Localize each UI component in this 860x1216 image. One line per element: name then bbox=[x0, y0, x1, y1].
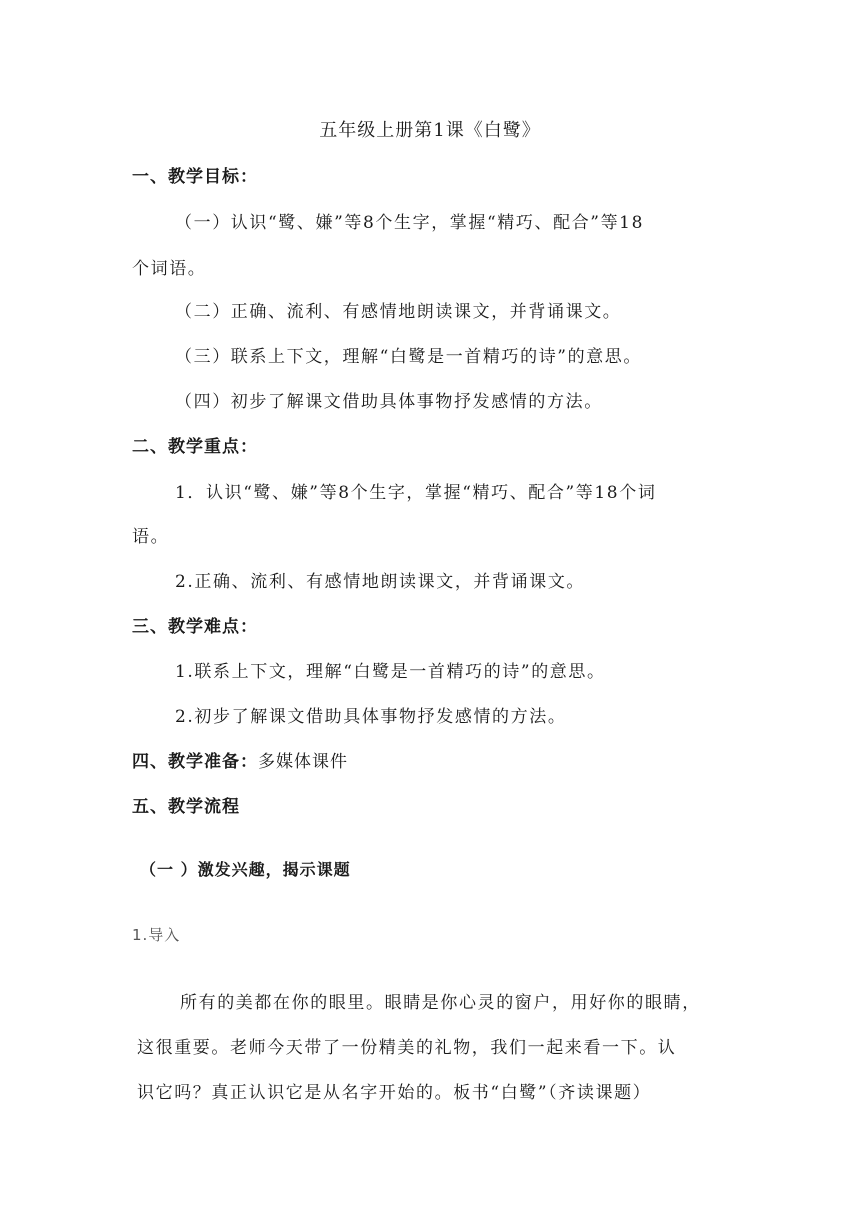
paragraph-line-3: 识它吗？真正认识它是从名字开始的。板书“白鹭”（齐读课题） bbox=[137, 1083, 652, 1103]
goal-line-1-continued: 个词语。 bbox=[132, 259, 207, 279]
process-subheading: （一 ）激发兴趣，揭示课题 bbox=[140, 860, 351, 879]
key-point-line-1-continued: 语。 bbox=[132, 527, 170, 547]
page-title: 五年级上册第1课《白鹭》 bbox=[319, 120, 541, 141]
heading-difficulties: 三、教学难点： bbox=[132, 617, 258, 637]
heading-key-points: 二、教学重点： bbox=[132, 437, 258, 457]
heading-process: 五、教学流程 bbox=[132, 797, 240, 817]
difficulty-line-1: 1.联系上下文，理解“白鹭是一首精巧的诗”的意思。 bbox=[175, 662, 606, 682]
difficulty-line-2: 2.初步了解课文借助具体事物抒发感情的方法。 bbox=[175, 707, 567, 727]
goal-line-3: （三）联系上下文，理解“白鹭是一首精巧的诗”的意思。 bbox=[175, 347, 642, 367]
preparation-value: 多媒体课件 bbox=[258, 752, 348, 772]
paragraph-line-2: 这很重要。老师今天带了一份精美的礼物，我们一起来看一下。认 bbox=[137, 1038, 677, 1058]
preparation-label: 四、教学准备： bbox=[132, 752, 258, 772]
paragraph-line-1: 所有的美都在你的眼里。眼睛是你心灵的窗户，用好你的眼睛， bbox=[180, 993, 701, 1013]
intro-label: 1.导入 bbox=[132, 926, 181, 944]
heading-preparation bbox=[132, 747, 348, 772]
heading-teaching-goals: 一、教学目标： bbox=[132, 167, 258, 187]
goal-line-1: （一）认识“鹭、嫌”等8个生字，掌握“精巧、配合”等18 bbox=[175, 213, 645, 233]
goal-line-4: （四）初步了解课文借助具体事物抒发感情的方法。 bbox=[175, 392, 603, 412]
goal-line-2: （二）正确、流利、有感情地朗读课文，并背诵课文。 bbox=[175, 302, 622, 322]
key-point-line-2: 2.正确、流利、有感情地朗读课文，并背诵课文。 bbox=[175, 572, 586, 592]
key-point-line-1: 1．认识“鹭、嫌”等8个生字，掌握“精巧、配合”等18个词 bbox=[175, 483, 657, 503]
